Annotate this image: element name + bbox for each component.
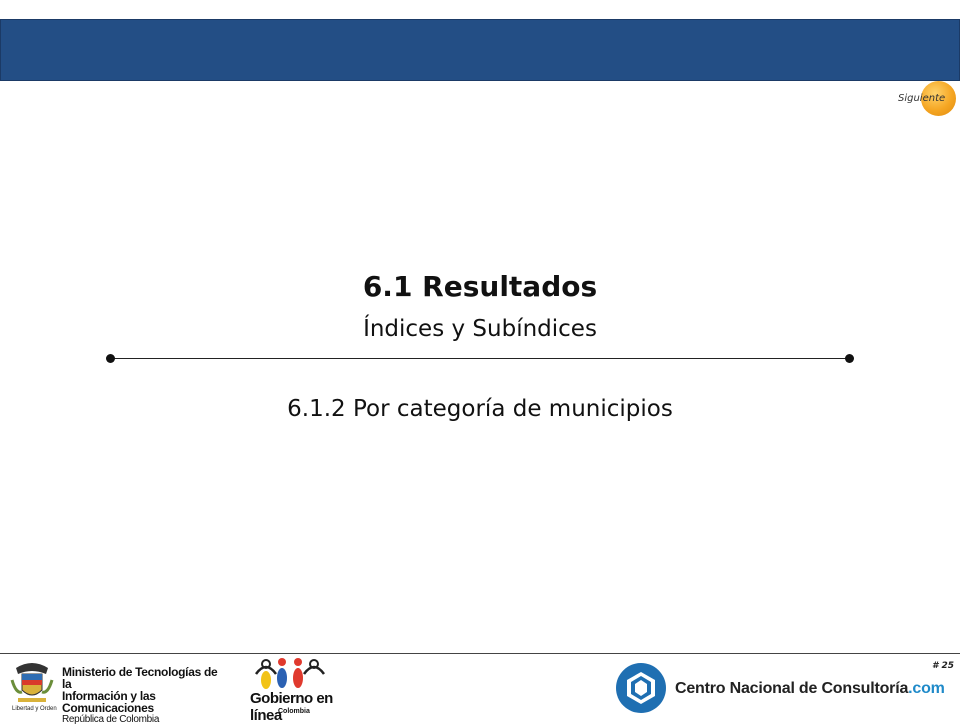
people-figures-icon [248,656,338,692]
cnc-name [675,680,945,698]
slide-title: 6.1 Resultados [362,270,598,303]
cnc-name-suffix: .com [908,680,945,697]
footer-divider [0,653,960,654]
cnc-name-main: Centro Nacional de Consultoría [675,680,909,697]
gobierno-en-linea-name: Gobierno en línea [250,690,333,724]
ministry-name [62,666,225,726]
ministry-line3: República de Colombia [62,714,160,725]
ministry-line1: Ministerio de Tecnologías de la [62,665,218,691]
gobierno-en-linea-logo [248,656,338,724]
slide-subtitle: Índices y Subíndices [363,316,597,342]
next-button[interactable] [895,81,957,117]
cnc-emblem-icon [615,662,667,714]
header-bar [0,19,960,81]
page-number: # 25 [932,661,954,671]
ministry-motto: Libertad y Orden [12,706,57,712]
ministry-logo [10,660,225,725]
divider-dot-left [106,354,115,363]
coat-of-arms-icon [10,660,54,706]
gobierno-en-linea-country: Colombia [278,708,310,715]
divider-dot-right [845,354,854,363]
ministry-line2: Información y las Comunicaciones [62,689,156,715]
next-button-label: Siguiente [898,93,946,104]
section-title: 6.1.2 Por categoría de municipios [287,396,673,422]
title-divider [110,358,850,359]
